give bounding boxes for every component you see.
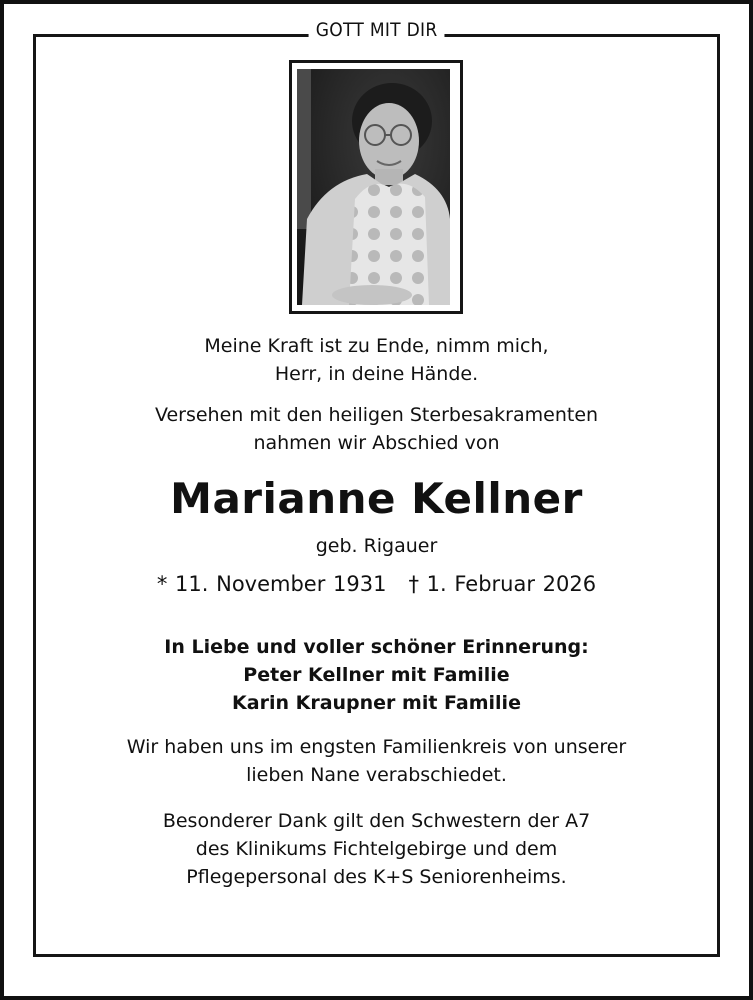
portrait-photo — [297, 69, 450, 305]
verse-line: Herr, in deine Hände. — [274, 363, 479, 385]
life-dates — [4, 569, 749, 599]
header-title: GOTT MIT DIR — [308, 18, 444, 42]
note-line: Wir haben uns im engsten Familienkreis von unserer — [126, 736, 627, 758]
death-date: † 1. Februar 2026 — [408, 572, 597, 596]
thanks-note — [4, 807, 749, 891]
intro-line: Versehen mit den heiligen Sterbesakramenten — [154, 404, 599, 426]
thanks-line: des Klinikums Fichtelgebirge und dem — [195, 838, 558, 860]
header — [4, 18, 749, 42]
verse-line: Meine Kraft ist zu Ende, nimm mich, — [204, 335, 549, 357]
photo-frame — [289, 60, 463, 314]
thanks-line: Pflegepersonal des K+S Seniorenheims. — [186, 866, 567, 888]
intro-text — [4, 401, 749, 457]
farewell-note — [4, 733, 749, 789]
note-line: lieben Nane verabschiedet. — [246, 764, 507, 786]
birth-date: * 11. November 1931 — [156, 572, 387, 596]
mourner-entry: Peter Kellner mit Familie — [243, 664, 510, 686]
mourner-entry: Karin Kraupner mit Familie — [232, 692, 521, 714]
thanks-line: Besonderer Dank gilt den Schwestern der A7 — [162, 810, 591, 832]
intro-line: nahmen wir Abschied von — [253, 432, 500, 454]
obituary-text — [4, 332, 749, 891]
deceased-name: Marianne Kellner — [170, 474, 583, 523]
mourners-heading: In Liebe und voller schöner Erinnerung: — [164, 636, 589, 658]
mourners — [4, 633, 749, 717]
maiden-name: geb. Rigauer — [315, 535, 438, 557]
bible-verse — [4, 332, 749, 388]
obituary-page — [4, 4, 749, 996]
portrait-image-icon — [297, 69, 450, 305]
